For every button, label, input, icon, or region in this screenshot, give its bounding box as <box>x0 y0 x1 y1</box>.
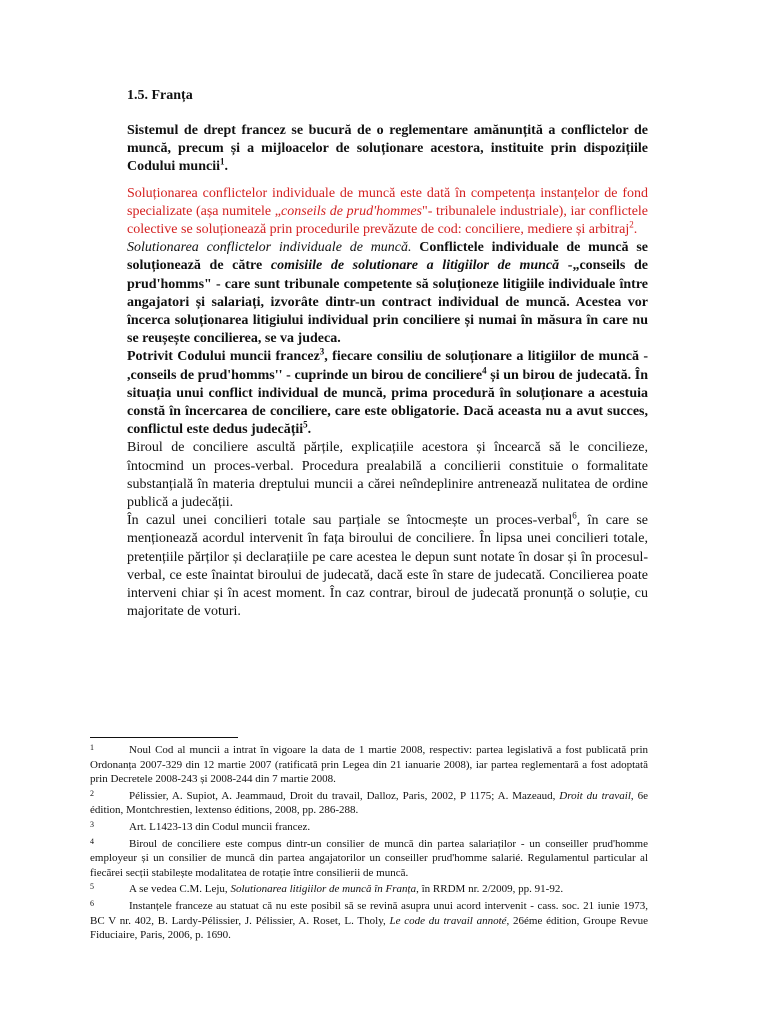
total-conciliation-text-a: În cazul unei concilieri totale sau parțiale se întocmește un proces-verbal <box>127 513 573 529</box>
footnote-italic: Solutionarea litigiilor de muncă în Franța <box>230 883 417 896</box>
footnote-ref-4[interactable]: 4 <box>482 364 487 375</box>
labor-code-text-c: și un birou de judecată. În situația unui conflict individual de muncă, prima procedură în soluționare a acestuia constă în încercarea de conciliere, care este obligatorie. Dacă aceasta nu a avut succes, conflictul este dedus judecății <box>127 367 648 438</box>
footnote-number: 2 <box>90 788 94 798</box>
intro-text: Sistemul de drept francez se bucură de o reglementare amănunțită a conflictelor de muncă, precum și a mijloacelor de soluționare acestora, instituite prin dispozițiile Codului muncii <box>127 123 648 175</box>
individual-text-a: Conflictele individuale de muncă se soluționează de către <box>127 240 648 274</box>
footnote-text <box>90 789 648 818</box>
competence-text-a: Soluționarea conflictelor individuale de muncă este dată în competența instanțelor de fond specializate (așa numitele „ <box>127 185 648 219</box>
paragraph-labor-code <box>127 348 648 439</box>
footnote-text-b: , 26éme édition, Groupe Revue Fiduciaire, Paris, 2006, p. 1690. <box>90 914 648 942</box>
competence-end: . <box>633 222 638 238</box>
individual-bold-italic: comisiile de solutionare a litigiilor de muncă <box>270 258 560 274</box>
footnote-4 <box>90 837 648 881</box>
footnote-text: Biroul de conciliere este compus dintr-un consilier de muncă din partea salariaților - un conseiller prud'homme employeur și un consilier de muncă din partea angajatorilor un conseiller prud'homme salarié. Regulamentul particular al fiecărei secții stabilește modalitatea de rotație între consilierii de muncă. <box>90 837 648 879</box>
footnote-text-b: , în RRDM nr. 2/2009, pp. 91-92. <box>416 883 564 896</box>
individual-text-b: -„conseils de prud'homms" - care sunt tribunale competente să soluționeze litigiile individuale între angajatori și salariați, izvorâte dintr-un contract individual de muncă. Acestea vor încerca soluționarea litigiului individual prin conciliere și numai în măsura în care nu se reușește concilierea, se va judeca. <box>127 258 648 347</box>
footnote-number: 6 <box>90 898 94 908</box>
footnote-6 <box>90 899 648 943</box>
footnote-ref-3[interactable]: 3 <box>319 346 325 357</box>
paragraph-individual-conflicts <box>127 239 648 348</box>
footnote-number: 3 <box>90 819 94 829</box>
paragraph-total-conciliation <box>127 512 648 621</box>
footnote-2 <box>90 789 648 818</box>
footnote-text: Noul Cod al muncii a intrat în vigoare la data de 1 martie 2008, respectiv: partea legislativă a fost publicată prin Ordonanța 2007-329 din 12 martie 2007 (ratificată prin Legea din 21 ianuarie 2008), iar partea reglementară a fost adoptată prin Decretele 2008-243 și 2008-244 din 7 martie 2008. <box>90 744 648 786</box>
footnote-text <box>90 899 648 943</box>
footnote-1 <box>90 743 648 787</box>
competence-italic: conseils de prud'hommes <box>281 203 423 219</box>
footnote-italic: Droit du travail <box>559 789 631 802</box>
body-text <box>127 122 648 621</box>
section-heading: 1.5. Franța <box>127 88 193 103</box>
footnote-ref-6[interactable]: 6 <box>572 510 577 521</box>
footnotes <box>90 743 648 945</box>
footnote-number: 1 <box>90 743 94 752</box>
footnote-italic: Le code du travail annoté <box>389 914 507 927</box>
footnote-number: 4 <box>90 836 94 846</box>
labor-code-text-a: Potrivit Codului muncii francez <box>127 349 320 365</box>
individual-italic-lead: Solutionarea conflictelor individuale de muncă. <box>127 240 412 256</box>
footnote-text-b: , 6e édition, Montchrestien, lextenso éditions, 2008, pp. 286-288. <box>90 789 648 817</box>
labor-code-text-b: , fiecare consiliu de soluționare a litigiilor de muncă - ,conseils de prud'homms'' - cuprinde un birou de conciliere <box>127 349 648 383</box>
paragraph-competence <box>127 185 648 240</box>
intro-end: . <box>224 159 228 175</box>
paragraph-conciliation-office: Biroul de conciliere ascultă părțile, explicațiile acestora și încearcă să le concilieze, întocmind un proces-verbal. Procedura prealabilă a concilierii constituie o formalitate substanțială în materia dreptului muncii a cărei neîndeplinire antrenează nulitatea de ordine publică a judecății. <box>127 440 648 511</box>
competence-text-b: "- tribunalele industriale), iar conflictele colective se soluționează prin procedurile prevăzute de cod: conciliere, mediere și arbitraj <box>127 203 649 238</box>
footnote-text-a: Instanțele franceze au statuat că nu este posibil să se revină asupra unui acord intervenit - cass. soc. 21 iunie 1973, BC V nr. 402, B. Lardy-Pélissier, J. Pélissier, A. Roset, L. Tholy, <box>90 899 648 927</box>
footnote-number: 5 <box>90 882 94 892</box>
footnote-5 <box>90 882 648 897</box>
footnote-separator <box>90 737 238 738</box>
footnote-text <box>90 882 648 897</box>
footnote-ref-2[interactable]: 2 <box>629 219 634 230</box>
footnote-text: Art. L1423-13 din Codul muncii francez. <box>129 820 311 833</box>
total-conciliation-text-b: , în care se menționează acordul intervenit în fața biroului de conciliere. În lipsa unei concilieri totale, pretențiile părților și declarațiile pe care acestea le depun sunt notate în dosar și în procesul-verbal, ce este înaintat biroului de judecată, dacă este în stare de judecată. Concilierea poate interveni chiar și în acest moment. În caz contrar, biroul de judecată pronunță o soluție, cu majoritate de voturi. <box>127 513 648 620</box>
paragraph-intro <box>127 122 648 177</box>
footnote-ref-5[interactable]: 5 <box>303 419 308 430</box>
labor-code-end: . <box>307 422 312 438</box>
footnote-ref-1[interactable]: 1 <box>219 156 225 167</box>
footnote-3 <box>90 820 648 835</box>
footnote-text-a: Pélissier, A. Supiot, A. Jeammaud, Droit du travail, Dalloz, Paris, 2002, P 1175; A. Mazeaud, <box>129 789 560 802</box>
footnote-text-a: A se vedea C.M. Leju, <box>129 883 231 896</box>
